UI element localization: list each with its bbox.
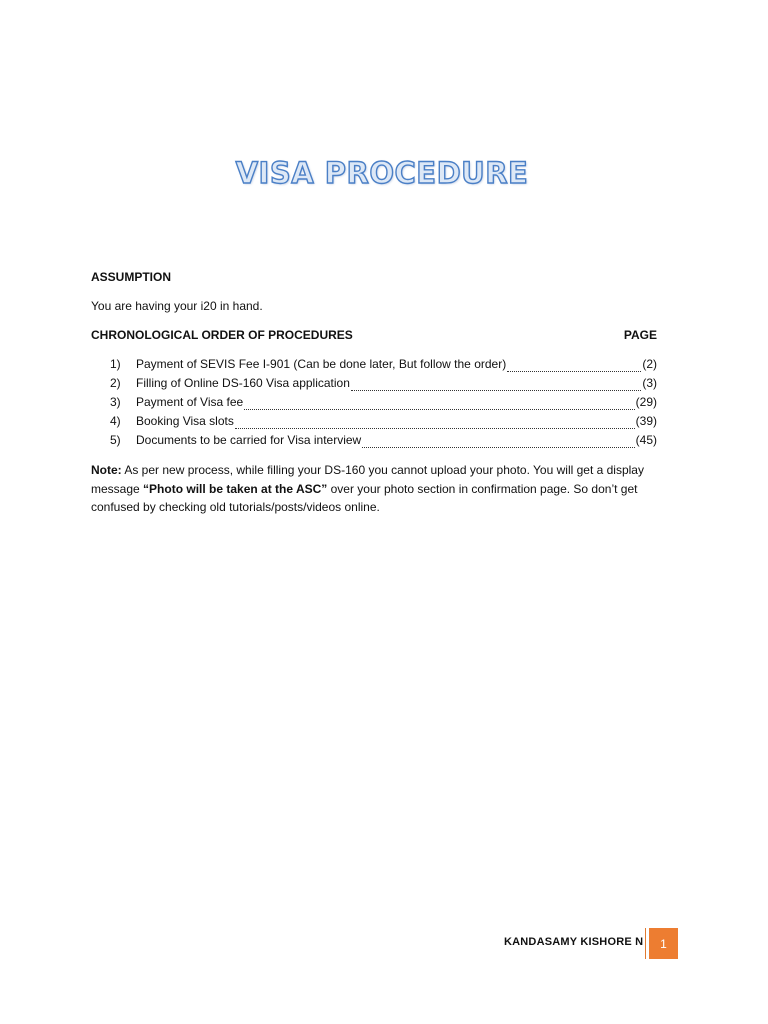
- procedure-number: 2): [110, 376, 121, 390]
- page-number-badge: 1: [649, 928, 678, 959]
- footer-divider: [645, 928, 646, 959]
- procedure-label: Payment of Visa fee: [136, 395, 244, 409]
- procedure-number: 3): [110, 395, 121, 409]
- assumption-heading: ASSUMPTION: [91, 270, 172, 284]
- procedure-label: Filling of Online DS-160 Visa application: [136, 376, 350, 390]
- procedure-page: (39): [635, 414, 657, 428]
- procedures-heading: [91, 328, 657, 342]
- assumption-text: You are having your i20 in hand.: [91, 299, 263, 313]
- procedure-item: [110, 376, 657, 395]
- procedure-item: [110, 433, 657, 452]
- note-label: Note:: [91, 463, 122, 477]
- procedure-page: (3): [642, 376, 657, 390]
- procedures-heading-label: CHRONOLOGICAL ORDER OF PROCEDURES: [91, 328, 353, 342]
- procedure-number: 5): [110, 433, 121, 447]
- dot-leader: [507, 361, 641, 372]
- procedure-item: [110, 357, 657, 376]
- document-title: VISA PROCEDURE: [235, 156, 529, 190]
- dot-leader: [362, 437, 634, 448]
- procedure-label: Payment of SEVIS Fee I-901 (Can be done later, But follow the order): [136, 357, 507, 371]
- note-text-after: over your photo section in confirmation page. So don’t get confused by checking old tutorials/posts/videos online.: [91, 481, 638, 514]
- procedure-page: (45): [635, 433, 657, 447]
- procedure-page: (2): [642, 357, 657, 371]
- procedure-label: Documents to be carried for Visa interview: [136, 433, 362, 447]
- procedures-list: [110, 357, 657, 452]
- procedure-label: Booking Visa slots: [136, 414, 234, 428]
- note-text-before: As per new process, while filling your DS-160 you cannot upload your photo. You will get a display message: [91, 463, 644, 496]
- footer-author: KANDASAMY KISHORE N: [504, 936, 644, 948]
- dot-leader: [244, 399, 634, 410]
- procedure-number: 1): [110, 357, 121, 371]
- dot-leader: [235, 418, 635, 429]
- note-paragraph: [91, 461, 671, 517]
- procedure-item: [110, 414, 657, 433]
- note-emphasis: “Photo will be taken at the ASC”: [143, 481, 328, 496]
- procedure-page: (29): [635, 395, 657, 409]
- procedure-item: [110, 395, 657, 414]
- procedure-number: 4): [110, 414, 121, 428]
- dot-leader: [351, 380, 641, 391]
- page-column-label: PAGE: [623, 328, 657, 342]
